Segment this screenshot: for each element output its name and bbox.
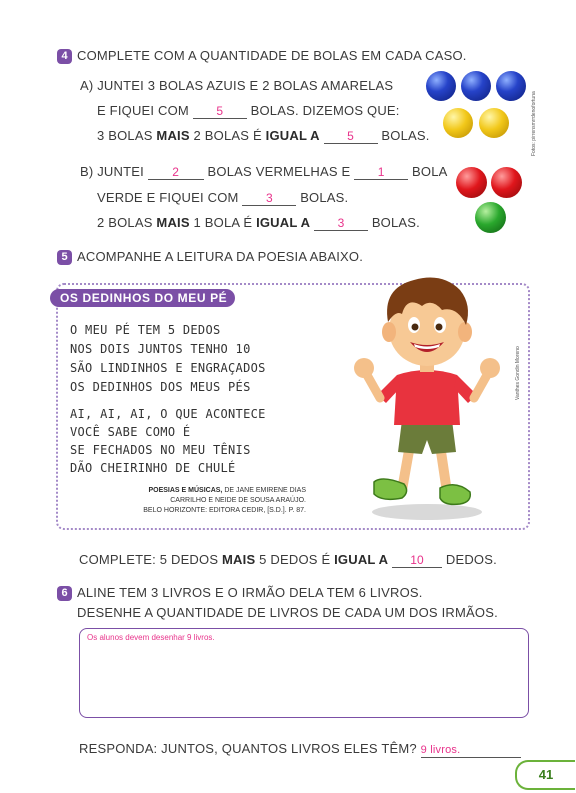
photo-credit-text: Fotos: pirrensmrrdenofortuna (531, 91, 537, 156)
yellow-ball (443, 108, 473, 138)
q4a-line3 (97, 128, 430, 144)
answer-blank: 3 (314, 217, 368, 231)
credit-authors: DE JANE EMIRENE DIAS (224, 487, 306, 494)
answer-blank: 5 (324, 130, 378, 144)
drawing-answer-box[interactable] (79, 628, 529, 718)
credit-publisher: BELO HORIZONTE: EDITORA CEDIR, [S.D.]. P. 87. (143, 507, 306, 514)
photo-credit (531, 66, 539, 156)
poem-line: DÃO CHEIRINHO DE CHULÉ (70, 461, 236, 475)
poem-credit (76, 486, 306, 516)
q4a-text: JUNTEI 3 BOLAS AZUIS E 2 BOLAS AMARELAS (97, 78, 394, 93)
text: BOLAS. (371, 215, 420, 230)
credit-book: POESIAS E MÚSICAS, (148, 487, 223, 494)
q4-instruction: COMPLETE COM A QUANTIDADE DE BOLAS EM CADA CASO. (77, 48, 467, 63)
text: RESPONDA: JUNTOS, QUANTOS LIVROS ELES TÊM? (79, 741, 417, 756)
text: 2 BOLAS É (193, 128, 262, 143)
text: BOLAS. (381, 128, 430, 143)
mais-word: MAIS (156, 128, 190, 143)
answer-blank: 3 (242, 192, 296, 206)
blue-ball (496, 71, 526, 101)
text: VERDE E FIQUEI COM (97, 190, 239, 205)
igual-word: IGUAL A (256, 215, 311, 230)
answer-blank: 10 (392, 554, 442, 568)
text: E FIQUEI COM (97, 103, 189, 118)
poem-line: AI, AI, AI, O QUE ACONTECE (70, 407, 266, 421)
green-ball (475, 202, 506, 233)
q4b-line1 (80, 164, 448, 180)
blue-ball (461, 71, 491, 101)
question-number-badge: 6 (57, 586, 72, 601)
igual-word: IGUAL A (265, 128, 320, 143)
poem-line: OS DEDINHOS DOS MEUS PÉS (70, 380, 251, 394)
q4b-line2 (97, 190, 348, 206)
text: 2 BOLAS (97, 215, 153, 230)
yellow-ball (479, 108, 509, 138)
text: COMPLETE: 5 DEDOS (79, 552, 219, 567)
poem-line: O MEU PÉ TEM 5 DEDOS (70, 323, 221, 337)
mais-word: MAIS (156, 215, 190, 230)
poem-stanza-2 (70, 405, 266, 477)
poem-stanza-1 (70, 321, 266, 397)
page-number: 41 (515, 760, 575, 790)
answer-note: Os alunos devem desenhar 9 livros. (87, 633, 215, 642)
igual-word: IGUAL A (334, 552, 389, 567)
red-ball (491, 167, 522, 198)
q4a-label: A) (80, 78, 94, 93)
q5-complete (79, 552, 497, 568)
illustration-credit-text: Vanthes Gondin Moreno (515, 346, 521, 400)
mais-word: MAIS (222, 552, 256, 567)
q6-line1: ALINE TEM 3 LIVROS E O IRMÃO DELA TEM 6 LIVROS. (77, 585, 423, 600)
poem-title: OS DEDINHOS DO MEU PÉ (50, 289, 235, 307)
q4a-line2 (97, 103, 400, 119)
question-number-badge: 5 (57, 250, 72, 265)
text: 3 BOLAS (97, 128, 153, 143)
illustration-credit (515, 330, 523, 400)
text: BOLAS. DIZEMOS QUE: (250, 103, 400, 118)
q4b-label: B) (80, 164, 94, 179)
q4a-line1 (80, 78, 393, 93)
q6-respond (79, 741, 521, 758)
boy-illustration (352, 270, 512, 525)
text: 1 BOLA É (193, 215, 253, 230)
q6-line2: DESENHE A QUANTIDADE DE LIVROS DE CADA UM DOS IRMÃOS. (77, 605, 498, 620)
text: BOLA (412, 164, 448, 179)
credit-authors: CARRILHO E NEIDE DE SOUSA ARAÚJO. (170, 497, 306, 504)
question-number-badge: 4 (57, 49, 72, 64)
text: DEDOS. (445, 552, 497, 567)
answer-blank: 1 (354, 166, 408, 180)
poem-line: VOCÊ SABE COMO É (70, 425, 191, 439)
answer-blank: 2 (148, 166, 204, 180)
poem-line: NOS DOIS JUNTOS TENHO 10 (70, 342, 251, 356)
text: BOLAS. (300, 190, 349, 205)
poem-line: SE FECHADOS NO MEU TÊNIS (70, 443, 251, 457)
q5-instruction: ACOMPANHE A LEITURA DA POESIA ABAIXO. (77, 249, 364, 264)
red-ball (456, 167, 487, 198)
text: JUNTEI (97, 164, 144, 179)
poem-line: SÃO LINDINHOS E ENGRAÇADOS (70, 361, 266, 375)
text: 5 DEDOS É (259, 552, 331, 567)
answer-blank: 9 livros. (421, 744, 521, 758)
blue-ball (426, 71, 456, 101)
q4b-line3 (97, 215, 420, 231)
text: BOLAS VERMELHAS E (207, 164, 351, 179)
answer-blank: 5 (193, 105, 247, 119)
